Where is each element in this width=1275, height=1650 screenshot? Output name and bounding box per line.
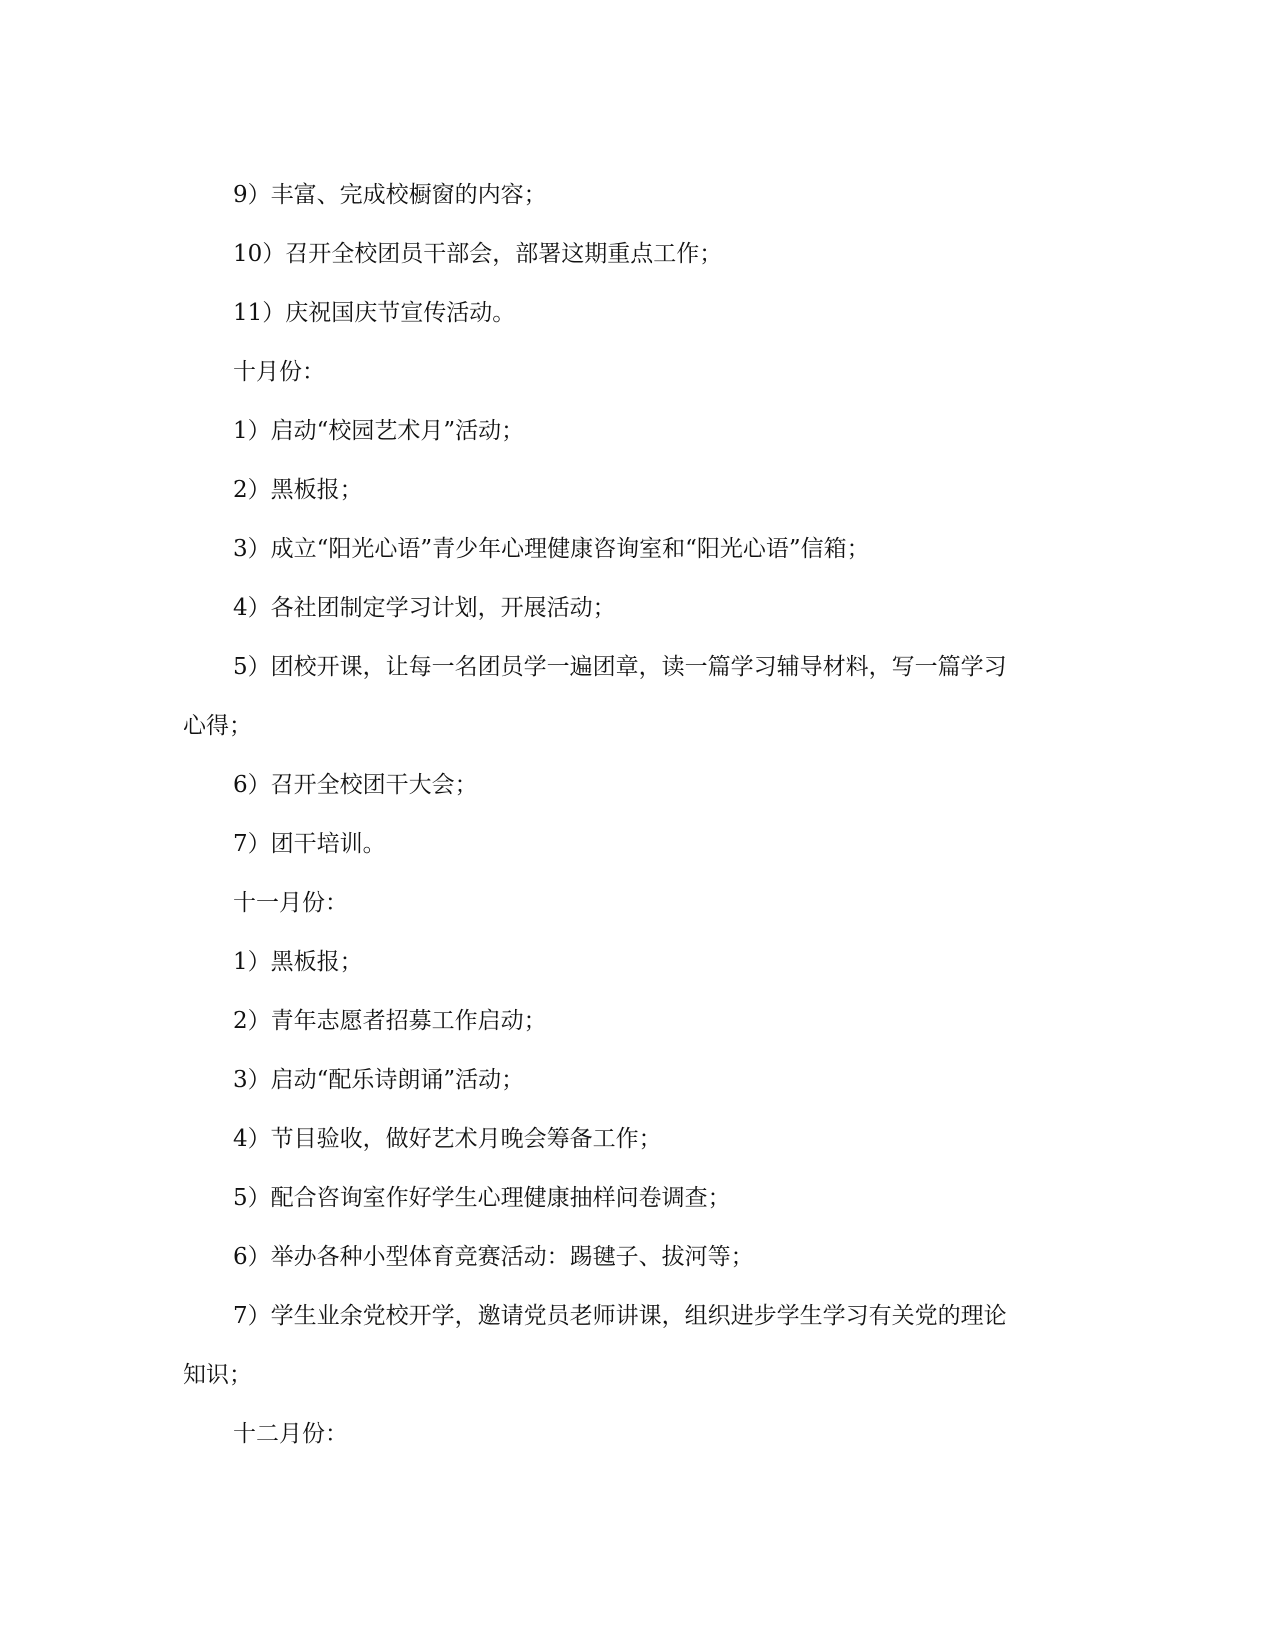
paragraph-line: 5）团校开课，让每一名团员学一遍团章，读一篇学习辅导材料，写一篇学习 <box>233 654 1007 680</box>
paragraph-line: 11）庆祝国庆节宣传活动。 <box>233 300 516 326</box>
paragraph-line: 1）启动“校园艺术月”活动； <box>233 418 525 444</box>
document-body <box>183 166 1073 1464</box>
paragraph-line: 2）黑板报； <box>233 477 363 503</box>
paragraph-line: 4）各社团制定学习计划，开展活动； <box>233 595 616 621</box>
paragraph-line: 6）召开全校团干大会； <box>233 772 478 798</box>
section-heading: 十月份： <box>233 359 325 385</box>
paragraph-line: 3）成立“阳光心语”青少年心理健康咨询室和“阳光心语”信箱； <box>233 536 870 562</box>
paragraph-line: 3）启动“配乐诗朗诵”活动； <box>233 1067 525 1093</box>
paragraph-line: 4）节目验收，做好艺术月晚会筹备工作； <box>233 1126 662 1152</box>
paragraph-line: 6）举办各种小型体育竞赛活动：踢毽子、拔河等； <box>233 1244 754 1270</box>
section-heading: 十二月份： <box>233 1421 348 1447</box>
paragraph-line: 7）学生业余党校开学，邀请党员老师讲课，组织进步学生学习有关党的理论 <box>233 1303 1007 1329</box>
section-heading: 十一月份： <box>233 890 348 916</box>
paragraph-line: 7）团干培训。 <box>233 831 386 857</box>
paragraph-line: 9）丰富、完成校橱窗的内容； <box>233 182 547 208</box>
paragraph-line: 1）黑板报； <box>233 949 363 975</box>
paragraph-continuation: 心得； <box>183 713 252 739</box>
paragraph-line: 2）青年志愿者招募工作启动； <box>233 1008 547 1034</box>
paragraph-line: 5）配合咨询室作好学生心理健康抽样问卷调查； <box>233 1185 731 1211</box>
paragraph-line: 10）召开全校团员干部会，部署这期重点工作； <box>233 241 723 267</box>
paragraph-continuation: 知识； <box>183 1362 252 1388</box>
